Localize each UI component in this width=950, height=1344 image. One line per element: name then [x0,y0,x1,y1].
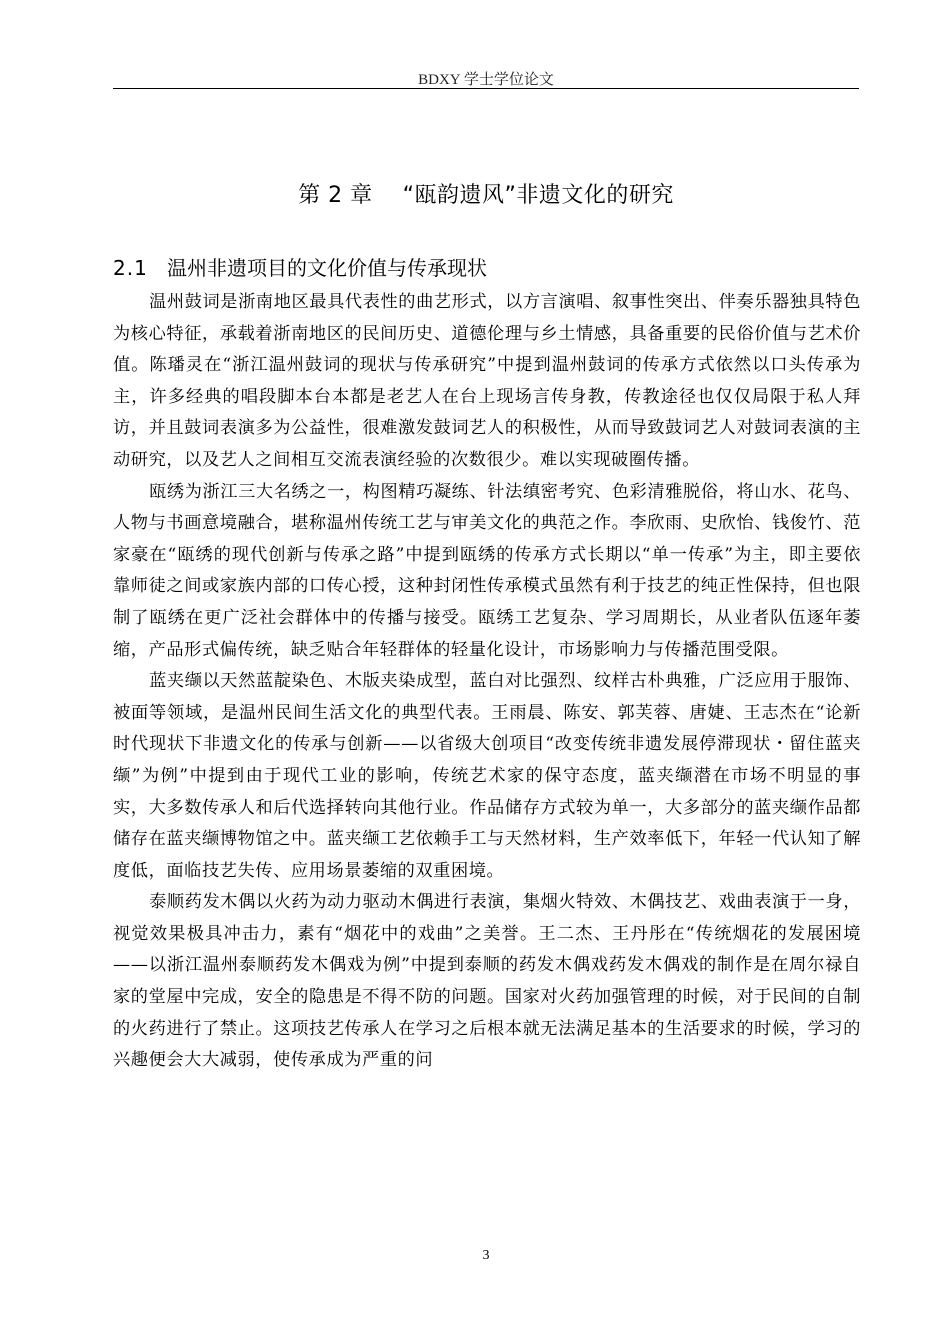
body-text [113,287,861,1077]
chapter-title: “瓯韵遗风”非遗文化的研究 [402,183,674,208]
paragraph-yaofa-muou: 泰顺药发木偶以火药为动力驱动木偶进行表演，集烟火特效、木偶技艺、戏曲表演于一身，视觉效果极具冲击力，素有“烟花中的戏曲”之美誉。王二杰、王丹彤在“传统烟花的发展困境 ——以浙江温州泰顺药发木偶戏为例”中提到泰顺的药发木偶戏药发木偶戏的制作是在周尔禄自家的堂屋中完成，安全的隐患是不得不防的问题。国家对火药加强管理的时候，对于民间的自制的火药进行了禁止。这项技艺传承人在学习之后根本就无法满足基本的生活要求的时候，学习的兴趣便会大大减弱，使传承成为严重的问 [113,892,861,1071]
chapter-number: 第 2 章 [298,183,373,208]
page-number: 3 [482,1248,490,1263]
paragraph-guci: 温州鼓词是浙南地区最具代表性的曲艺形式，以方言演唱、叙事性突出、伴奏乐器独具特色为核心特征，承载着浙南地区的民间历史、道德伦理与乡土情感，具备重要的民俗价值与艺术价值。陈璠灵在“浙江温州鼓词的现状与传承研究”中提到温州鼓词的传承方式依然以口头传承为主，许多经典的唱段脚本台本都是老艺人在台上现场言传身教，传教途径也仅仅局限于私人拜访，并且鼓词表演多为公益性，很难激发鼓词艺人的积极性，从而导致鼓词艺人对鼓词表演的主动研究，以及艺人之间相互交流表演经验的次数很少。难以实现破圈传播。 [113,292,861,470]
section-heading [113,252,487,281]
paragraph-lanjiaxie: 蓝夹缬以天然蓝靛染色、木版夹染成型，蓝白对比强烈、纹样古朴典雅，广泛应用于服饰、被面等领域，是温州民间生活文化的典型代表。王雨晨、陈安、郭芙蓉、唐婕、王志杰在“论新时代现状下非遗文化的传承与创新——以省级大创项目“改变传统非遗发展停滞现状・留住蓝夹缬”为例”中提到由于现代工业的影响，传统艺术家的保守态度，蓝夹缬潜在市场不明显的事实，大多数传承人和后代选择转向其他行业。作品储存方式较为单一，大多部分的蓝夹缬作品都储存在蓝夹缬博物馆之中。蓝夹缬工艺依赖手工与天然材料，生产效率低下，年轻一代认知了解度低，面临技艺失传、应用场景萎缩的双重困境。 [113,671,861,881]
running-header: BDXY 学士学位论文 [418,72,554,88]
paragraph-ouxiu: 瓯绣为浙江三大名绣之一，构图精巧凝练、针法缜密考究、色彩清雅脱俗，将山水、花鸟、人物与书画意境融合，堪称温州传统工艺与审美文化的典范之作。李欣雨、史欣怡、钱俊竹、范家豪在“瓯绣的现代创新与传承之路”中提到瓯绣的传承方式长期以“单一传承”为主，即主要依靠师徒之间或家族内部的口传心授，这种封闭性传承模式虽然有利于技艺的纯正性保持，但也限制了瓯绣在更广泛社会群体中的传播与接受。瓯绣工艺复杂、学习周期长，从业者队伍逐年萎缩，产品形式偏传统，缺乏贴合年轻群体的轻量化设计，市场影响力与传播范围受限。 [113,481,861,660]
section-number: 2.1 [113,256,148,280]
header-rule [113,88,859,89]
section-title: 温州非遗项目的文化价值与传承现状 [167,256,487,280]
chapter-heading [113,178,859,209]
